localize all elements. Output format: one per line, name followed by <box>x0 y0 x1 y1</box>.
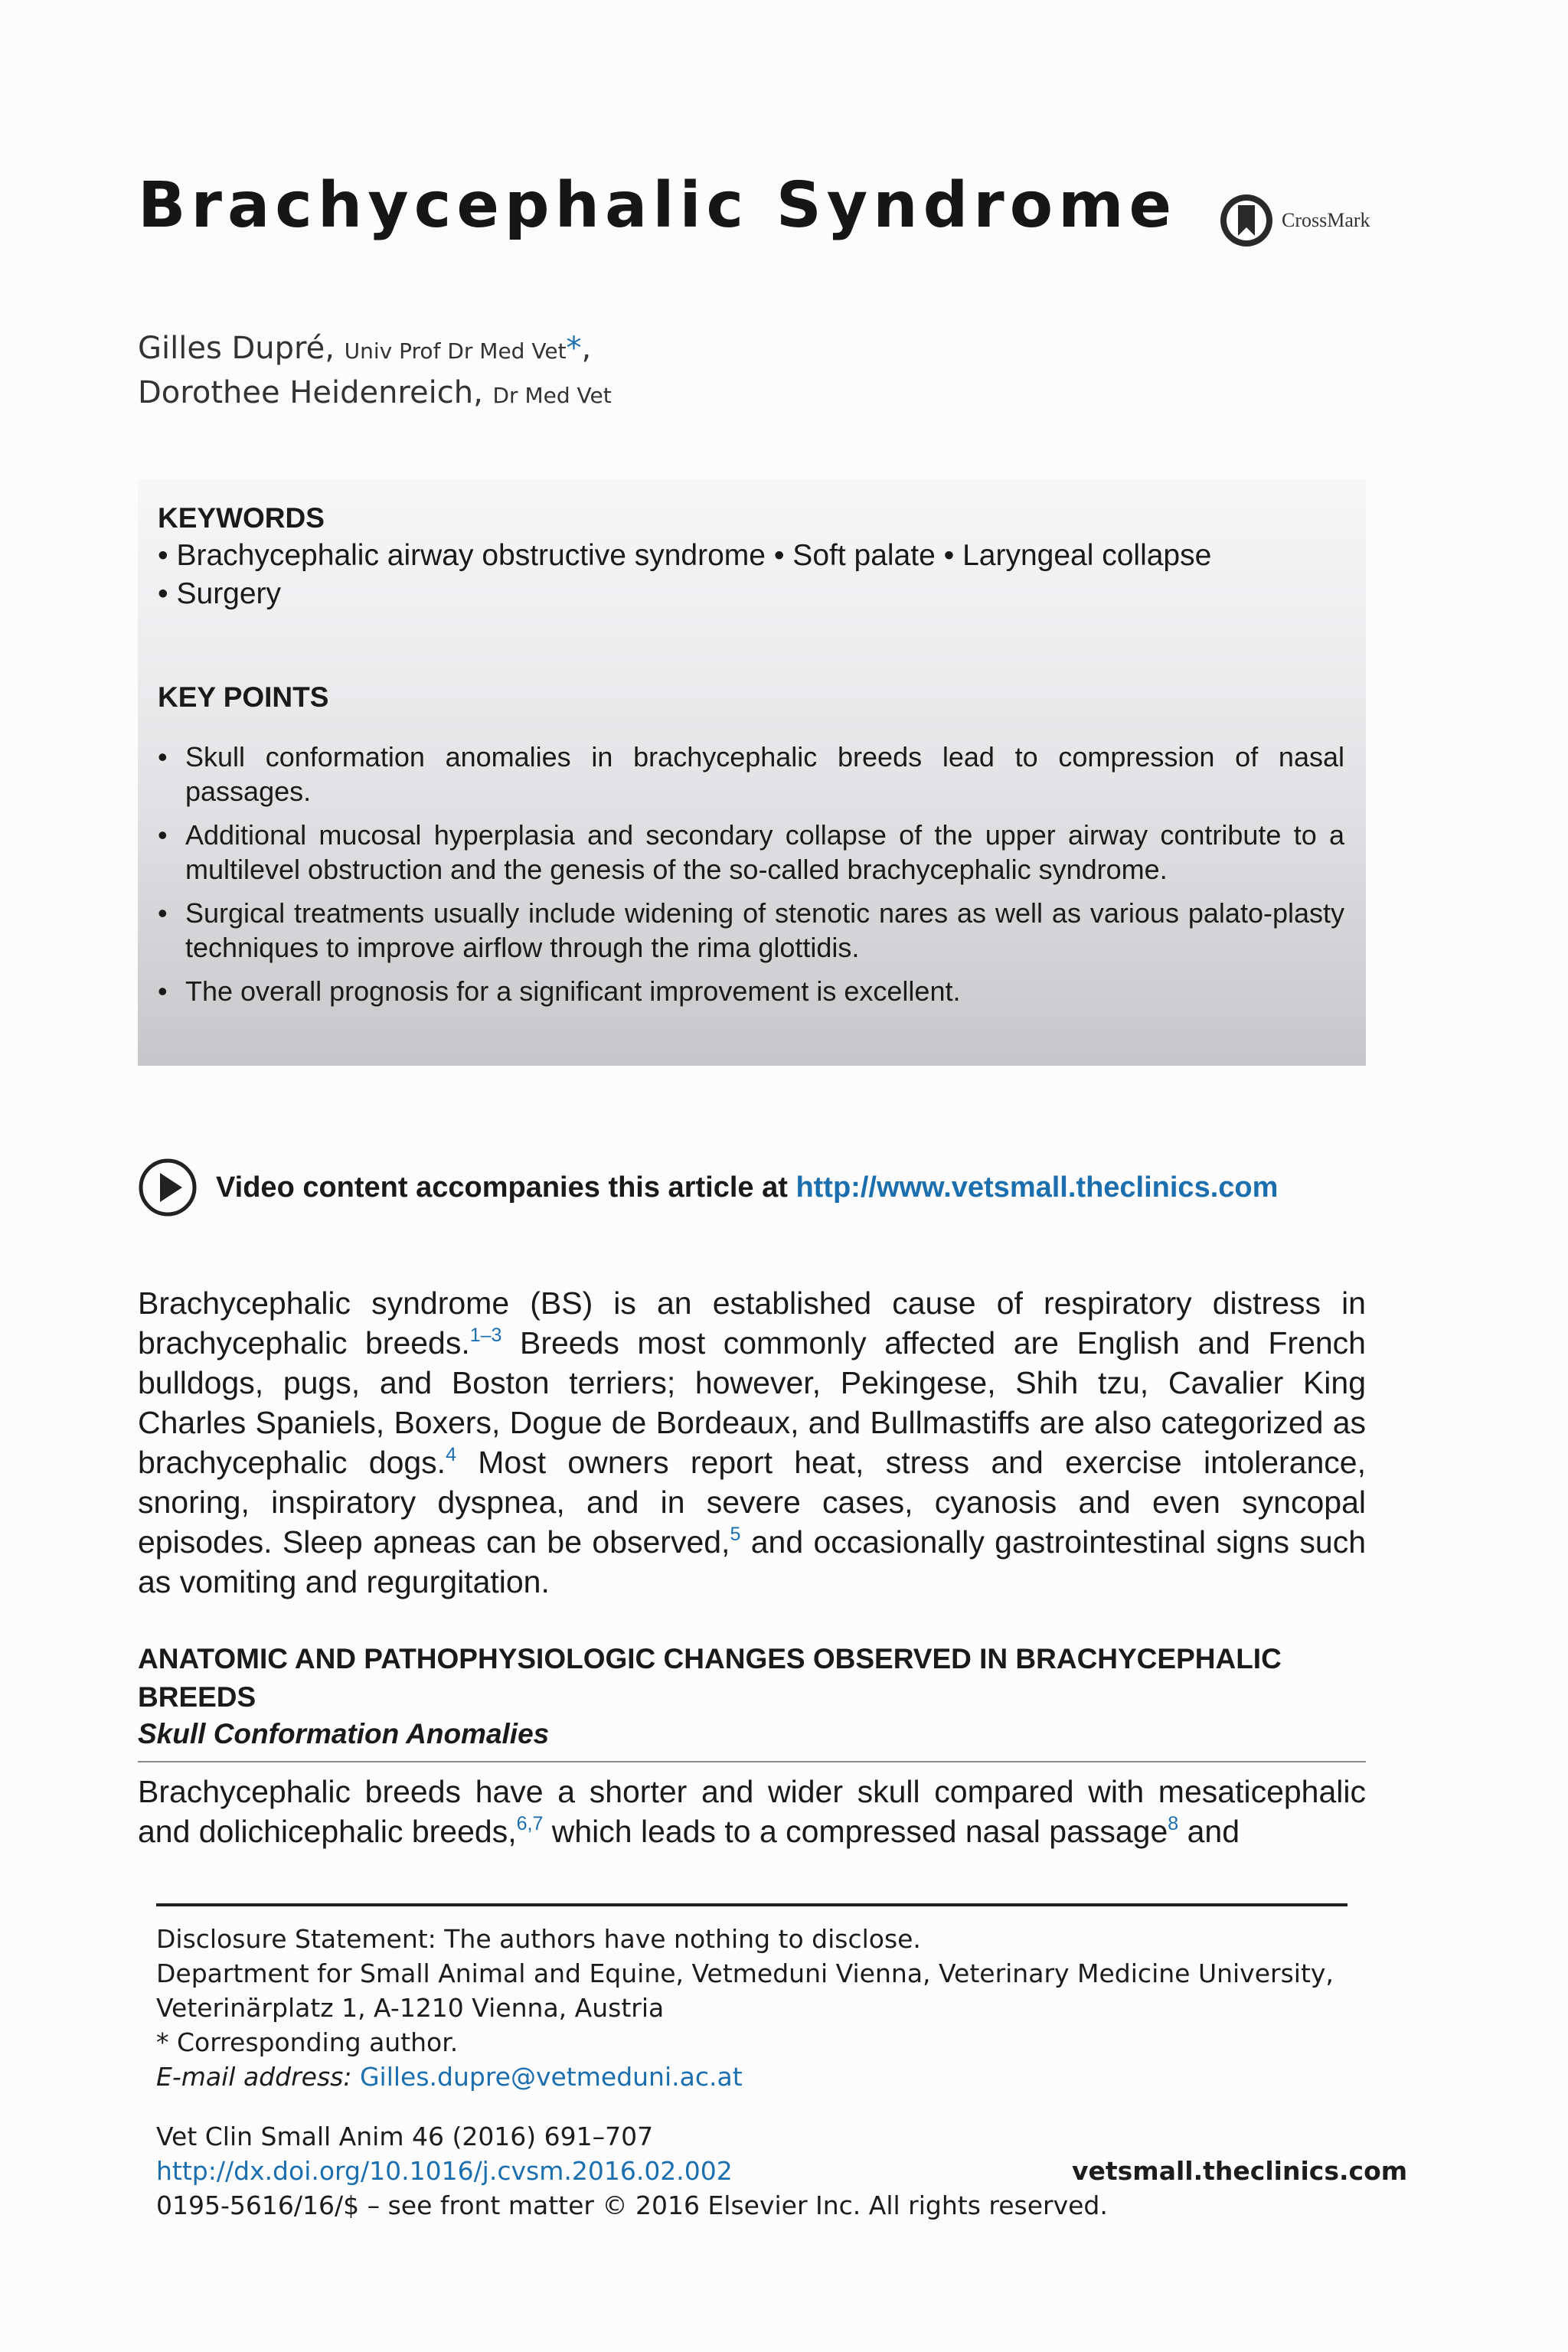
video-note-text: Video content accompanies this article at http://www.vetsmall.theclinics.com <box>216 1171 1279 1204</box>
footnote-divider <box>156 1903 1348 1906</box>
corresponding-author-marker[interactable]: * <box>566 331 582 366</box>
article-title: Brachycephalic Syndrome <box>138 169 1178 242</box>
author-name: Dorothee Heidenreich, <box>138 375 483 410</box>
keywords-keypoints-box <box>138 479 1366 1066</box>
skull-paragraph: Brachycephalic breeds have a shorter and wider skull compared with mesaticephalic and dolichicephalic breeds,$^{6,7}$ which leads to a compressed nasal passage$^8$ and <box>138 1774 1366 1849</box>
video-note <box>138 1158 1278 1217</box>
email-line <box>156 2060 1334 2094</box>
key-points-heading: KEY POINTS <box>158 681 329 713</box>
copyright-line: 0195-5616/16/$ – see front matter © 2016 Elsevier Inc. All rights reserved. <box>156 2190 1108 2220</box>
author-credentials: Dr Med Vet <box>492 383 612 408</box>
reference-link[interactable]: 6,7 <box>516 1813 544 1834</box>
email-label: E-mail address: <box>156 2062 352 2092</box>
section-heading: ANATOMIC AND PATHOPHYSIOLOGIC CHANGES OBSERVED IN BRACHYCEPHALIC BREEDS <box>138 1643 1282 1713</box>
section-divider <box>138 1761 1366 1762</box>
intro-paragraph: Brachycephalic syndrome (BS) is an established cause of respiratory distress in brachycephalic breeds.$^{1-3}$ Breeds most commonly affected are English and French bulldogs, pugs, and Boston terriers; however, Pekingese, Shih tzu, Cavalier King Charles Spaniels, Boxers, Dogue de Bordeaux, and Bullmastiffs are also categorized as brachycephalic dogs.$^4$ Most owners report heat, stress and exercise intolerance, snoring, inspiratory dyspnea, and in severe cases, cyanosis and even syncopal episodes. Sleep apneas can be observed,$^5$ and occasionally gastrointestinal signs such as vomiting and regurgitation. <box>138 1285 1366 1599</box>
doi-link[interactable]: http://dx.doi.org/10.1016/j.cvsm.2016.02.002 <box>156 2156 733 2186</box>
crossmark-label: CrossMark <box>1282 209 1370 231</box>
author-separator: , <box>581 331 592 366</box>
citation-block <box>156 2119 1108 2223</box>
keywords-heading: KEYWORDS <box>158 502 325 534</box>
journal-site[interactable]: vetsmall.theclinics.com <box>1072 2156 1408 2186</box>
author-1 <box>138 331 591 366</box>
crossmark-badge[interactable] <box>1217 191 1370 250</box>
key-point-item: • Additional mucosal hyperplasia and secondary collapse of the upper airway contribute to a multilevel obstruction and the genesis of the so-called brachycephalic syndrome. <box>158 818 1344 887</box>
corresponding-author-note: * Corresponding author. <box>156 2027 459 2057</box>
author-2 <box>138 375 612 410</box>
keywords-line-1: • Brachycephalic airway obstructive syndrome • Soft palate • Laryngeal collapse <box>158 539 1212 572</box>
video-link[interactable]: http://www.vetsmall.theclinics.com <box>795 1171 1279 1204</box>
key-point-item: • Surgical treatments usually include widening of stenotic nares as well as various palato-plasty techniques to improve airflow through the rima glottidis. <box>158 896 1344 965</box>
reference-link[interactable]: 5 <box>730 1524 741 1545</box>
reference-link[interactable]: 1–3 <box>469 1325 502 1346</box>
play-icon[interactable] <box>138 1158 198 1217</box>
keywords-line-2: • Surgery <box>158 577 282 610</box>
crossmark-icon <box>1217 191 1276 250</box>
subsection-heading: Skull Conformation Anomalies <box>138 1718 550 1749</box>
affiliation-line-2: Veterinärplatz 1, A-1210 Vienna, Austria <box>156 1993 665 2023</box>
email-link[interactable]: Gilles.dupre@vetmeduni.ac.at <box>359 2062 743 2092</box>
footnotes <box>156 1922 1334 2094</box>
author-name: Gilles Dupré, <box>138 331 335 366</box>
disclosure-statement: Disclosure Statement: The authors have nothing to disclose. <box>156 1924 921 1954</box>
key-point-item: • The overall prognosis for a significant improvement is excellent. <box>158 974 1344 1008</box>
reference-link[interactable]: 8 <box>1168 1813 1179 1834</box>
journal-citation: Vet Clin Small Anim 46 (2016) 691–707 <box>156 2122 654 2151</box>
key-point-item: • Skull conformation anomalies in brachycephalic breeds lead to compression of nasal passages. <box>158 740 1344 808</box>
reference-link[interactable]: 4 <box>446 1444 456 1465</box>
key-points-list <box>158 740 1344 1018</box>
author-credentials: Univ Prof Dr Med Vet <box>344 338 567 364</box>
affiliation-line-1: Department for Small Animal and Equine, Vetmeduni Vienna, Veterinary Medicine University, <box>156 1958 1334 1988</box>
